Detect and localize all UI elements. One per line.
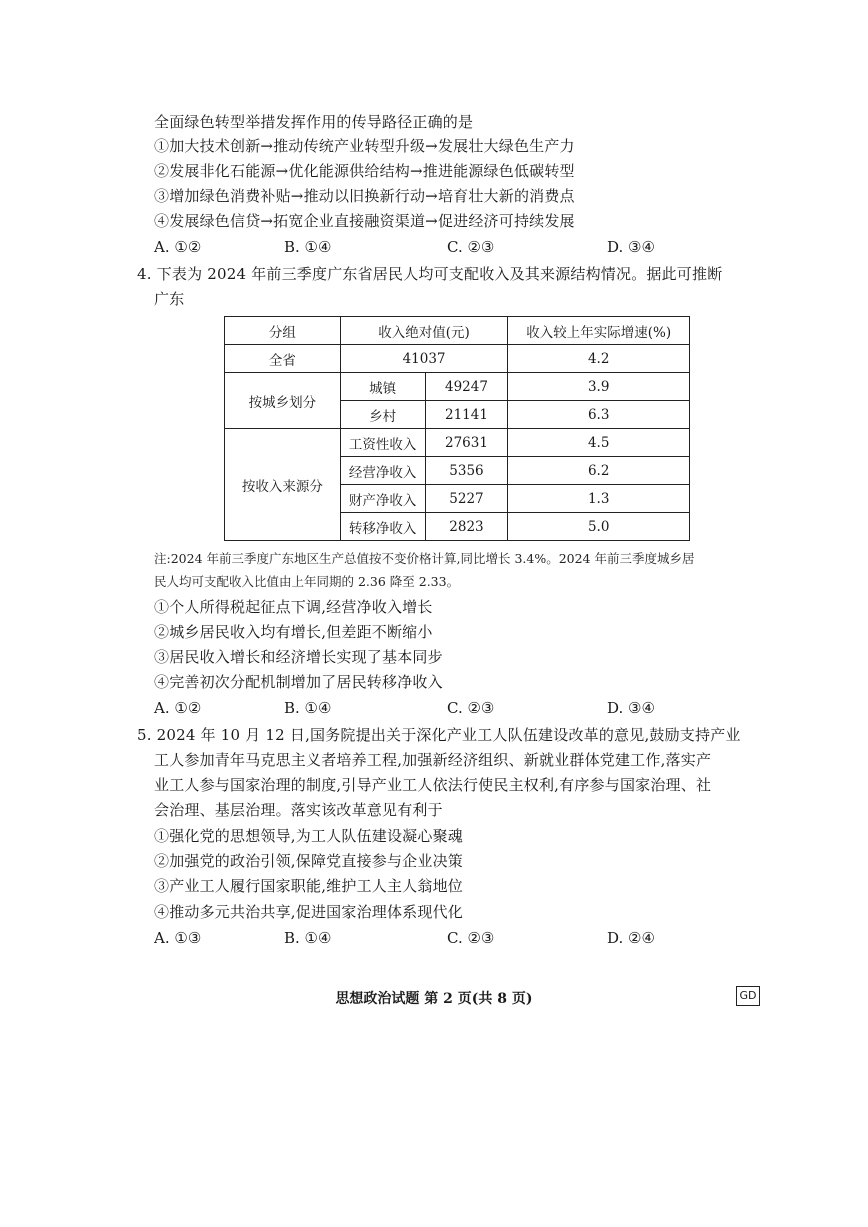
q4-option-d: D. ③④ [607,699,655,717]
q3-item-1: ①加大技术创新→推动传统产业转型升级→发展壮大绿色生产力 [154,137,575,155]
q4-option-a: A. ①② [154,699,202,717]
q5-item-3: ③产业工人履行国家职能,维护工人主人翁地位 [154,877,463,895]
table-cell: 3.9 [508,373,690,401]
table-cell: 6.2 [508,457,690,485]
table-cell: 5356 [425,457,508,485]
table-cell: 全省 [225,345,341,373]
table-cell: 41037 [340,345,508,373]
table-row [225,373,690,401]
q4-item-2: ②城乡居民收入均有增长,但差距不断缩小 [154,623,433,641]
table-cell: 5.0 [508,513,690,541]
table-header-row [225,317,690,345]
table-cell: 4.5 [508,429,690,457]
q5-option-a: A. ①③ [154,929,202,947]
table-header: 收入较上年实际增速(%) [508,317,690,345]
page-footer: 思想政治试题 第 2 页(共 8 页) [335,991,533,1007]
q3-option-d: D. ③④ [607,238,655,256]
table-row [225,345,690,373]
q4-stem-line-2: 广东 [154,290,185,308]
region-badge: GD [736,986,760,1006]
q4-option-c: C. ②③ [447,699,495,717]
q3-option-c: C. ②③ [447,238,495,256]
q4-item-3: ③居民收入增长和经济增长实现了基本同步 [154,648,443,666]
table-group-label: 按收入来源分 [225,429,341,541]
q4-option-b: B. ①④ [284,699,332,717]
q5-stem-line-3: 业工人参与国家治理的制度,引导产业工人依法行使民主权利,有序参与国家治理、社 [154,776,712,794]
q5-item-1: ①强化党的思想领导,为工人队伍建设凝心聚魂 [154,827,463,845]
q5-option-c: C. ②③ [447,929,495,947]
table-cell: 5227 [425,485,508,513]
q3-item-3: ③增加绿色消费补贴→推动以旧换新行动→培育壮大新的消费点 [154,187,575,205]
q5-item-2: ②加强党的政治引领,保障党直接参与企业决策 [154,852,463,870]
table-cell: 27631 [425,429,508,457]
table-header: 分组 [225,317,341,345]
q5-stem-line-2: 工人参加青年马克思主义者培养工程,加强新经济组织、新就业群体党建工作,落实产 [154,751,712,769]
table-header: 收入绝对值(元) [340,317,508,345]
table-cell: 城镇 [340,373,425,401]
q3-stem-tail: 全面绿色转型举措发挥作用的传导路径正确的是 [154,113,474,131]
q3-option-a: A. ①② [154,238,202,256]
q3-item-2: ②发展非化石能源→优化能源供给结构→推进能源绿色低碳转型 [154,162,575,180]
table-cell: 工资性收入 [340,429,425,457]
table-cell: 21141 [425,401,508,429]
table-row [225,429,690,457]
table-group-label: 按城乡划分 [225,373,341,429]
q4-item-4: ④完善初次分配机制增加了居民转移净收入 [154,673,443,691]
table-cell: 财产净收入 [340,485,425,513]
q5-stem-line-4: 会治理、基层治理。落实该改革意见有利于 [154,801,443,819]
table-cell: 1.3 [508,485,690,513]
q3-option-b: B. ①④ [284,238,332,256]
q3-item-4: ④发展绿色信贷→拓宽企业直接融资渠道→促进经济可持续发展 [154,212,575,230]
table-note-line-2: 民人均可支配收入比值由上年同期的 2.36 降至 2.33。 [154,574,460,589]
q4-stem-line-1: 4. 下表为 2024 年前三季度广东省居民人均可支配收入及其来源结构情况。据此可推断 [137,265,723,283]
table-cell: 乡村 [340,401,425,429]
q5-stem-line-1: 5. 2024 年 10 月 12 日,国务院提出关于深化产业工人队伍建设改革的意见,鼓励支持产业 [137,726,741,744]
table-cell: 经营净收入 [340,457,425,485]
q5-item-4: ④推动多元共治共享,促进国家治理体系现代化 [154,903,463,921]
table-cell: 2823 [425,513,508,541]
income-table [224,316,690,541]
table-cell: 转移净收入 [340,513,425,541]
q5-option-d: D. ②④ [607,929,655,947]
q4-item-1: ①个人所得税起征点下调,经营净收入增长 [154,598,433,616]
table-cell: 6.3 [508,401,690,429]
table-note-line-1: 注:2024 年前三季度广东地区生产总值按不变价格计算,同比增长 3.4%。2024 年前三季度城乡居 [154,551,695,566]
table-cell: 49247 [425,373,508,401]
q5-option-b: B. ①④ [284,929,332,947]
table-cell: 4.2 [508,345,690,373]
